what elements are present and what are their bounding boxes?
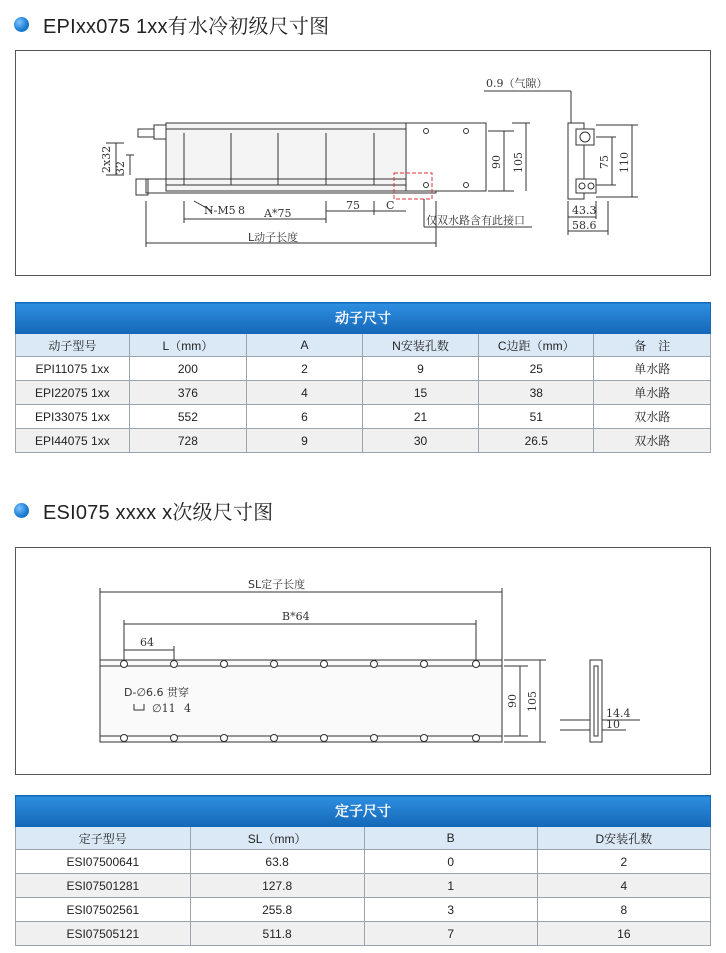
- table-row: [16, 850, 711, 874]
- cell: ESI07500641: [16, 850, 191, 874]
- cell: EPI22075 1xx: [16, 381, 130, 405]
- cell: 3: [364, 898, 537, 922]
- cell: 127.8: [190, 874, 364, 898]
- cell: 8: [537, 898, 710, 922]
- cell: 255.8: [190, 898, 364, 922]
- dim-64: 64: [140, 636, 154, 649]
- cell: ESI07502561: [16, 898, 191, 922]
- dim-75-side: 75: [598, 155, 611, 169]
- dim-2x32: 2x32: [100, 145, 113, 173]
- cell: 6: [247, 405, 363, 429]
- col-header: L（mm）: [129, 334, 246, 357]
- cell: 2: [247, 357, 363, 381]
- mover-table-caption: 动子尺寸: [16, 303, 711, 334]
- section1-title: EPIxx075 1xx有水冷初级尺寸图: [43, 16, 330, 38]
- hole-label: D-∅6.6 贯穿: [124, 686, 190, 699]
- dim-43-3: 43.3: [572, 204, 597, 217]
- c-label: C: [386, 199, 395, 212]
- counterbore-depth: 4: [184, 702, 191, 715]
- cell: 9: [247, 429, 363, 453]
- cell: 25: [479, 357, 594, 381]
- cell: 38: [479, 381, 594, 405]
- cell: 21: [362, 405, 478, 429]
- cell: 双水路: [594, 405, 711, 429]
- pitch-label: A*75: [264, 207, 292, 220]
- hole-spec: N-M5: [204, 204, 236, 217]
- table-row: [16, 357, 711, 381]
- table-row: [16, 922, 711, 946]
- gap-label: 0.9（气隙）: [486, 77, 548, 90]
- cell: 0: [364, 850, 537, 874]
- counterbore-label: ∅11: [152, 702, 176, 715]
- cell: 552: [129, 405, 246, 429]
- cell: 1: [364, 874, 537, 898]
- cell: 376: [129, 381, 246, 405]
- b-pitch-label: B*64: [282, 610, 310, 623]
- cell: ESI07501281: [16, 874, 191, 898]
- col-header: 定子型号: [16, 827, 191, 850]
- dim-90: 90: [506, 694, 519, 708]
- dim-105: 105: [512, 152, 525, 173]
- hole-depth: 8: [238, 204, 245, 217]
- primary-dimension-drawing: [15, 50, 711, 276]
- cell: EPI11075 1xx: [16, 357, 130, 381]
- sl-length-label: SL定子长度: [248, 578, 306, 591]
- cell: 单水路: [594, 357, 711, 381]
- dim-58-6: 58.6: [572, 219, 597, 232]
- col-header: 备 注: [594, 334, 711, 357]
- dim-75: 75: [346, 199, 360, 212]
- mover-size-table: [15, 302, 711, 453]
- cell: 7: [364, 922, 537, 946]
- table-row: [16, 381, 711, 405]
- dim-14-4: 14.4: [606, 707, 631, 720]
- table-row: [16, 405, 711, 429]
- cell: 4: [247, 381, 363, 405]
- cell: 单水路: [594, 381, 711, 405]
- table-row: [16, 898, 711, 922]
- col-header: A: [247, 334, 363, 357]
- dim-110: 110: [618, 152, 631, 173]
- cell: 26.5: [479, 429, 594, 453]
- cell: 728: [129, 429, 246, 453]
- cell: 16: [537, 922, 710, 946]
- col-header: C边距（mm）: [479, 334, 594, 357]
- section1-heading: [14, 10, 329, 39]
- table-row: [16, 429, 711, 453]
- cell: 63.8: [190, 850, 364, 874]
- cell: 511.8: [190, 922, 364, 946]
- secondary-drawing-svg: [16, 548, 710, 774]
- interface-note: 仅双水路含有此接口: [426, 214, 525, 227]
- table-row: [16, 874, 711, 898]
- col-header: B: [364, 827, 537, 850]
- dim-105: 105: [526, 691, 539, 712]
- table-header-row: [16, 334, 711, 357]
- stator-table-caption: 定子尺寸: [16, 796, 711, 827]
- cell: EPI44075 1xx: [16, 429, 130, 453]
- col-header: N安装孔数: [362, 334, 478, 357]
- section2-heading: [14, 496, 273, 525]
- cell: 200: [129, 357, 246, 381]
- bullet-icon: [14, 503, 29, 518]
- cell: 15: [362, 381, 478, 405]
- cell: 双水路: [594, 429, 711, 453]
- cell: 2: [537, 850, 710, 874]
- dim-10: 10: [606, 718, 620, 731]
- length-label: L动子长度: [248, 231, 299, 244]
- stator-size-table: [15, 795, 711, 946]
- cell: 30: [362, 429, 478, 453]
- cell: 51: [479, 405, 594, 429]
- dim-90: 90: [490, 155, 503, 169]
- secondary-dimension-drawing: [15, 547, 711, 775]
- cell: ESI07505121: [16, 922, 191, 946]
- cell: EPI33075 1xx: [16, 405, 130, 429]
- table-header-row: [16, 827, 711, 850]
- col-header: D安装孔数: [537, 827, 710, 850]
- bullet-icon: [14, 17, 29, 32]
- col-header: SL（mm）: [190, 827, 364, 850]
- dim-32: 32: [114, 161, 127, 175]
- primary-drawing-svg: [16, 51, 710, 275]
- cell: 9: [362, 357, 478, 381]
- col-header: 动子型号: [16, 334, 130, 357]
- cell: 4: [537, 874, 710, 898]
- section2-title: ESI075 xxxx x次级尺寸图: [43, 502, 274, 524]
